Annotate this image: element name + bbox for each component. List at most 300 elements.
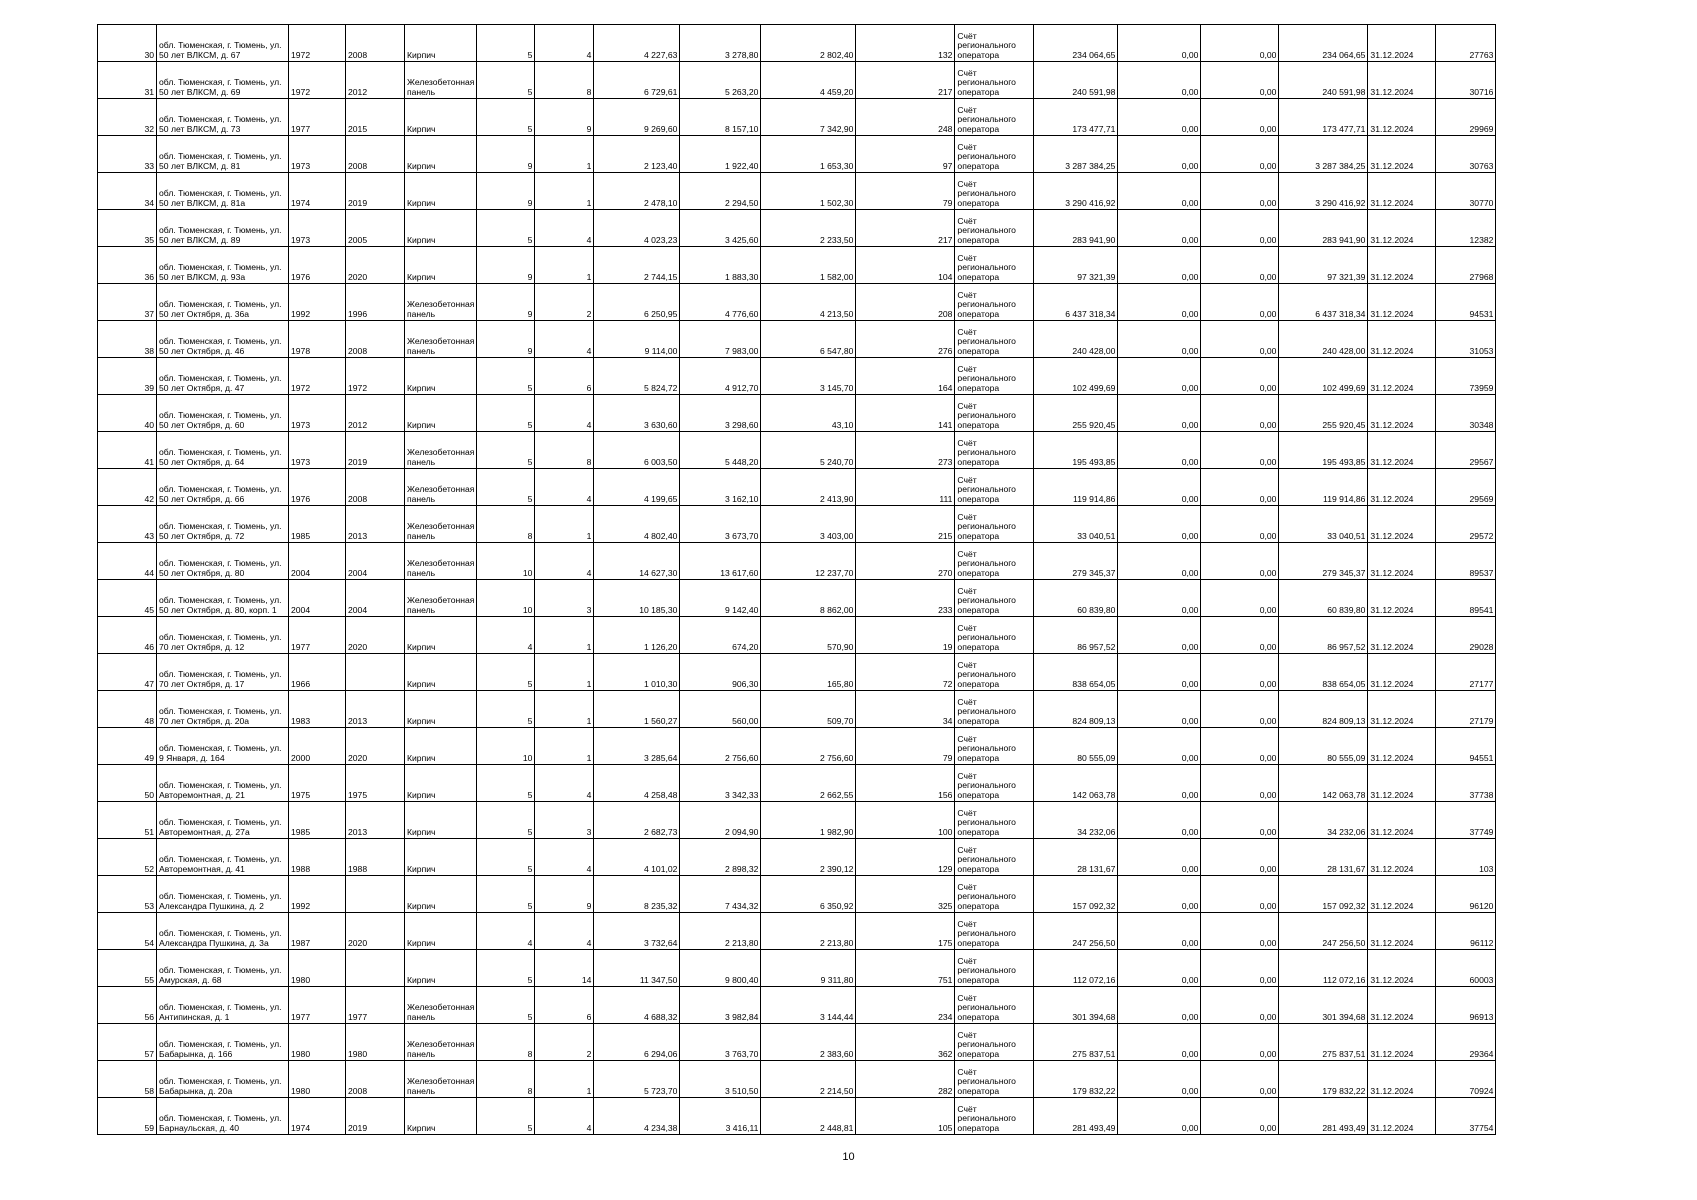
cell-row-number: 54 <box>98 913 157 950</box>
cell-report-date: 31.12.2024 <box>1368 987 1436 1024</box>
cell-row-number: 57 <box>98 1024 157 1061</box>
cell-wall-material: Железобетонная панель <box>405 62 477 99</box>
cell-entrances: 4 <box>535 765 594 802</box>
cell-total-area: 6 003,50 <box>594 432 680 469</box>
cell-house-id: 96913 <box>1436 987 1496 1024</box>
cell-total-balance: 6 437 318,34 <box>1279 284 1368 321</box>
cell-year-built: 1977 <box>289 617 346 654</box>
cell-fund-method: Счёт регионального оператора <box>955 654 1034 691</box>
cell-debt-1: 0,00 <box>1118 654 1201 691</box>
cell-total-area: 4 234,38 <box>594 1098 680 1135</box>
cell-fund-balance: 80 555,09 <box>1034 728 1118 765</box>
table-row <box>98 432 1496 469</box>
cell-address: обл. Тюменская, г. Тюмень, ул. 50 лет ВЛКСМ, д. 81 <box>157 136 289 173</box>
cell-floors: 5 <box>477 358 535 395</box>
table-row <box>98 506 1496 543</box>
cell-debt-1: 0,00 <box>1118 728 1201 765</box>
cell-debt-1: 0,00 <box>1118 950 1201 987</box>
cell-row-number: 42 <box>98 469 157 506</box>
cell-report-date: 31.12.2024 <box>1368 432 1436 469</box>
cell-wall-material: Кирпич <box>405 617 477 654</box>
cell-fund-balance: 102 499,69 <box>1034 358 1118 395</box>
cell-total-area: 4 802,40 <box>594 506 680 543</box>
cell-report-date: 31.12.2024 <box>1368 469 1436 506</box>
cell-living-area: 1 922,40 <box>680 136 761 173</box>
cell-total-area: 11 347,50 <box>594 950 680 987</box>
cell-wall-material: Кирпич <box>405 25 477 62</box>
cell-fund-method: Счёт регионального оператора <box>955 913 1034 950</box>
cell-year-renovated: 2019 <box>346 1098 405 1135</box>
cell-debt-2: 0,00 <box>1201 210 1279 247</box>
cell-fund-balance: 112 072,16 <box>1034 950 1118 987</box>
cell-fund-method: Счёт регионального оператора <box>955 839 1034 876</box>
cell-address: обл. Тюменская, г. Тюмень, ул. 70 лет Октября, д. 12 <box>157 617 289 654</box>
cell-floors: 10 <box>477 728 535 765</box>
cell-fund-balance: 179 832,22 <box>1034 1061 1118 1098</box>
cell-debt-2: 0,00 <box>1201 802 1279 839</box>
table-row <box>98 99 1496 136</box>
cell-total-area: 6 250,95 <box>594 284 680 321</box>
cell-entrances: 8 <box>535 432 594 469</box>
cell-wall-material: Железобетонная панель <box>405 321 477 358</box>
cell-year-built: 1973 <box>289 210 346 247</box>
cell-residents: 129 <box>856 839 955 876</box>
cell-house-id: 37754 <box>1436 1098 1496 1135</box>
cell-fund-method: Счёт регионального оператора <box>955 1024 1034 1061</box>
cell-year-renovated: 1977 <box>346 987 405 1024</box>
cell-debt-1: 0,00 <box>1118 617 1201 654</box>
cell-living-area: 1 883,30 <box>680 247 761 284</box>
cell-row-number: 33 <box>98 136 157 173</box>
cell-year-built: 1987 <box>289 913 346 950</box>
cell-residential-area: 4 459,20 <box>761 62 856 99</box>
cell-fund-method: Счёт регионального оператора <box>955 25 1034 62</box>
cell-floors: 8 <box>477 1061 535 1098</box>
cell-total-balance: 234 064,65 <box>1279 25 1368 62</box>
cell-floors: 9 <box>477 321 535 358</box>
cell-floors: 5 <box>477 395 535 432</box>
cell-year-built: 1972 <box>289 62 346 99</box>
cell-residents: 175 <box>856 913 955 950</box>
cell-debt-1: 0,00 <box>1118 987 1201 1024</box>
cell-row-number: 34 <box>98 173 157 210</box>
cell-house-id: 12382 <box>1436 210 1496 247</box>
cell-report-date: 31.12.2024 <box>1368 284 1436 321</box>
cell-debt-1: 0,00 <box>1118 210 1201 247</box>
cell-fund-balance: 119 914,86 <box>1034 469 1118 506</box>
cell-year-renovated: 2008 <box>346 136 405 173</box>
cell-residents: 233 <box>856 580 955 617</box>
cell-debt-2: 0,00 <box>1201 358 1279 395</box>
cell-living-area: 2 213,80 <box>680 913 761 950</box>
cell-residential-area: 2 214,50 <box>761 1061 856 1098</box>
cell-house-id: 29567 <box>1436 432 1496 469</box>
cell-total-balance: 142 063,78 <box>1279 765 1368 802</box>
cell-total-balance: 301 394,68 <box>1279 987 1368 1024</box>
cell-fund-method: Счёт регионального оператора <box>955 728 1034 765</box>
cell-row-number: 55 <box>98 950 157 987</box>
cell-living-area: 3 278,80 <box>680 25 761 62</box>
cell-year-built: 1977 <box>289 987 346 1024</box>
cell-year-built: 1973 <box>289 395 346 432</box>
cell-report-date: 31.12.2024 <box>1368 728 1436 765</box>
cell-total-balance: 34 232,06 <box>1279 802 1368 839</box>
cell-residents: 156 <box>856 765 955 802</box>
cell-year-renovated: 2015 <box>346 99 405 136</box>
cell-report-date: 31.12.2024 <box>1368 654 1436 691</box>
cell-year-renovated <box>346 876 405 913</box>
cell-address: обл. Тюменская, г. Тюмень, ул. 70 лет Октября, д. 20а <box>157 691 289 728</box>
cell-debt-2: 0,00 <box>1201 136 1279 173</box>
cell-living-area: 9 800,40 <box>680 950 761 987</box>
cell-entrances: 4 <box>535 469 594 506</box>
cell-fund-balance: 157 092,32 <box>1034 876 1118 913</box>
cell-debt-2: 0,00 <box>1201 876 1279 913</box>
cell-total-area: 1 560,27 <box>594 691 680 728</box>
cell-residential-area: 1 653,30 <box>761 136 856 173</box>
cell-debt-1: 0,00 <box>1118 136 1201 173</box>
cell-house-id: 30716 <box>1436 62 1496 99</box>
cell-row-number: 32 <box>98 99 157 136</box>
cell-living-area: 13 617,60 <box>680 543 761 580</box>
cell-debt-2: 0,00 <box>1201 543 1279 580</box>
cell-wall-material: Железобетонная панель <box>405 543 477 580</box>
cell-debt-1: 0,00 <box>1118 25 1201 62</box>
cell-debt-2: 0,00 <box>1201 1098 1279 1135</box>
cell-year-built: 1985 <box>289 506 346 543</box>
cell-residential-area: 2 413,90 <box>761 469 856 506</box>
cell-row-number: 44 <box>98 543 157 580</box>
cell-row-number: 48 <box>98 691 157 728</box>
cell-address: обл. Тюменская, г. Тюмень, ул. Барнаульская, д. 40 <box>157 1098 289 1135</box>
cell-wall-material: Кирпич <box>405 802 477 839</box>
cell-floors: 5 <box>477 99 535 136</box>
cell-wall-material: Кирпич <box>405 173 477 210</box>
cell-debt-2: 0,00 <box>1201 691 1279 728</box>
cell-wall-material: Железобетонная панель <box>405 469 477 506</box>
cell-total-area: 1 010,30 <box>594 654 680 691</box>
cell-entrances: 14 <box>535 950 594 987</box>
cell-total-balance: 97 321,39 <box>1279 247 1368 284</box>
cell-address: обл. Тюменская, г. Тюмень, ул. Бабарынка, д. 20а <box>157 1061 289 1098</box>
cell-residential-area: 509,70 <box>761 691 856 728</box>
cell-total-balance: 838 654,05 <box>1279 654 1368 691</box>
cell-row-number: 46 <box>98 617 157 654</box>
cell-year-renovated: 2013 <box>346 691 405 728</box>
cell-house-id: 96120 <box>1436 876 1496 913</box>
cell-entrances: 4 <box>535 321 594 358</box>
cell-residential-area: 2 233,50 <box>761 210 856 247</box>
cell-floors: 8 <box>477 506 535 543</box>
cell-address: обл. Тюменская, г. Тюмень, ул. 50 лет Октября, д. 72 <box>157 506 289 543</box>
cell-residential-area: 1 582,00 <box>761 247 856 284</box>
cell-debt-1: 0,00 <box>1118 173 1201 210</box>
cell-total-balance: 86 957,52 <box>1279 617 1368 654</box>
cell-total-area: 3 285,64 <box>594 728 680 765</box>
cell-residents: 217 <box>856 62 955 99</box>
table-row <box>98 580 1496 617</box>
cell-residents: 141 <box>856 395 955 432</box>
cell-year-renovated: 2008 <box>346 1061 405 1098</box>
cell-wall-material: Кирпич <box>405 950 477 987</box>
cell-floors: 5 <box>477 765 535 802</box>
cell-total-area: 4 227,63 <box>594 25 680 62</box>
cell-report-date: 31.12.2024 <box>1368 950 1436 987</box>
cell-report-date: 31.12.2024 <box>1368 802 1436 839</box>
cell-living-area: 3 162,10 <box>680 469 761 506</box>
cell-report-date: 31.12.2024 <box>1368 321 1436 358</box>
cell-house-id: 103 <box>1436 839 1496 876</box>
cell-fund-method: Счёт регионального оператора <box>955 62 1034 99</box>
cell-debt-2: 0,00 <box>1201 617 1279 654</box>
cell-fund-method: Счёт регионального оператора <box>955 284 1034 321</box>
cell-house-id: 29569 <box>1436 469 1496 506</box>
cell-fund-method: Счёт регионального оператора <box>955 950 1034 987</box>
cell-report-date: 31.12.2024 <box>1368 99 1436 136</box>
cell-living-area: 3 416,11 <box>680 1098 761 1135</box>
cell-residents: 97 <box>856 136 955 173</box>
cell-fund-balance: 60 839,80 <box>1034 580 1118 617</box>
cell-year-built: 1972 <box>289 25 346 62</box>
cell-floors: 5 <box>477 876 535 913</box>
cell-fund-balance: 173 477,71 <box>1034 99 1118 136</box>
cell-debt-2: 0,00 <box>1201 765 1279 802</box>
cell-house-id: 27968 <box>1436 247 1496 284</box>
cell-fund-method: Счёт регионального оператора <box>955 765 1034 802</box>
table-row <box>98 210 1496 247</box>
cell-entrances: 1 <box>535 691 594 728</box>
cell-debt-1: 0,00 <box>1118 506 1201 543</box>
cell-fund-method: Счёт регионального оператора <box>955 506 1034 543</box>
cell-entrances: 9 <box>535 876 594 913</box>
cell-residents: 208 <box>856 284 955 321</box>
cell-fund-balance: 34 232,06 <box>1034 802 1118 839</box>
cell-debt-2: 0,00 <box>1201 506 1279 543</box>
cell-residents: 362 <box>856 1024 955 1061</box>
cell-total-balance: 275 837,51 <box>1279 1024 1368 1061</box>
cell-living-area: 3 298,60 <box>680 395 761 432</box>
cell-wall-material: Кирпич <box>405 247 477 284</box>
cell-fund-balance: 6 437 318,34 <box>1034 284 1118 321</box>
table-row <box>98 728 1496 765</box>
cell-residents: 273 <box>856 432 955 469</box>
cell-total-area: 6 729,61 <box>594 62 680 99</box>
table-row <box>98 1098 1496 1135</box>
cell-living-area: 4 912,70 <box>680 358 761 395</box>
table-row <box>98 62 1496 99</box>
cell-floors: 5 <box>477 802 535 839</box>
cell-fund-balance: 240 591,98 <box>1034 62 1118 99</box>
cell-total-area: 9 114,00 <box>594 321 680 358</box>
cell-year-built: 2004 <box>289 580 346 617</box>
cell-address: обл. Тюменская, г. Тюмень, ул. 50 лет Октября, д. 60 <box>157 395 289 432</box>
cell-address: обл. Тюменская, г. Тюмень, ул. 50 лет ВЛКСМ, д. 67 <box>157 25 289 62</box>
cell-fund-balance: 824 809,13 <box>1034 691 1118 728</box>
table-row <box>98 321 1496 358</box>
cell-row-number: 59 <box>98 1098 157 1135</box>
cell-entrances: 3 <box>535 802 594 839</box>
cell-living-area: 9 142,40 <box>680 580 761 617</box>
cell-address: обл. Тюменская, г. Тюмень, ул. 50 лет ВЛКСМ, д. 89 <box>157 210 289 247</box>
cell-living-area: 674,20 <box>680 617 761 654</box>
cell-debt-1: 0,00 <box>1118 321 1201 358</box>
cell-residents: 100 <box>856 802 955 839</box>
cell-fund-balance: 234 064,65 <box>1034 25 1118 62</box>
cell-fund-method: Счёт регионального оператора <box>955 358 1034 395</box>
cell-report-date: 31.12.2024 <box>1368 358 1436 395</box>
cell-total-balance: 179 832,22 <box>1279 1061 1368 1098</box>
cell-house-id: 30763 <box>1436 136 1496 173</box>
cell-debt-2: 0,00 <box>1201 173 1279 210</box>
cell-fund-balance: 255 920,45 <box>1034 395 1118 432</box>
cell-year-renovated: 2020 <box>346 913 405 950</box>
cell-total-area: 2 744,15 <box>594 247 680 284</box>
cell-year-built: 1978 <box>289 321 346 358</box>
cell-address: обл. Тюменская, г. Тюмень, ул. 50 лет Октября, д. 36а <box>157 284 289 321</box>
cell-year-built: 1976 <box>289 247 346 284</box>
cell-wall-material: Кирпич <box>405 654 477 691</box>
cell-report-date: 31.12.2024 <box>1368 617 1436 654</box>
cell-year-built: 1975 <box>289 765 346 802</box>
cell-living-area: 3 673,70 <box>680 506 761 543</box>
cell-address: обл. Тюменская, г. Тюмень, ул. Авторемонтная, д. 41 <box>157 839 289 876</box>
cell-total-balance: 112 072,16 <box>1279 950 1368 987</box>
cell-report-date: 31.12.2024 <box>1368 62 1436 99</box>
cell-total-area: 3 630,60 <box>594 395 680 432</box>
cell-report-date: 31.12.2024 <box>1368 1098 1436 1135</box>
cell-address: обл. Тюменская, г. Тюмень, ул. 70 лет Октября, д. 17 <box>157 654 289 691</box>
cell-floors: 5 <box>477 950 535 987</box>
cell-year-renovated: 2012 <box>346 395 405 432</box>
cell-row-number: 50 <box>98 765 157 802</box>
cell-report-date: 31.12.2024 <box>1368 876 1436 913</box>
cell-living-area: 5 448,20 <box>680 432 761 469</box>
cell-living-area: 3 763,70 <box>680 1024 761 1061</box>
cell-year-built: 1974 <box>289 1098 346 1135</box>
cell-total-area: 2 123,40 <box>594 136 680 173</box>
cell-residential-area: 9 311,80 <box>761 950 856 987</box>
cell-debt-1: 0,00 <box>1118 469 1201 506</box>
cell-debt-1: 0,00 <box>1118 839 1201 876</box>
table-row <box>98 1061 1496 1098</box>
cell-year-built: 1980 <box>289 1061 346 1098</box>
cell-residential-area: 6 547,80 <box>761 321 856 358</box>
table-row <box>98 358 1496 395</box>
cell-residential-area: 2 662,55 <box>761 765 856 802</box>
cell-fund-balance: 240 428,00 <box>1034 321 1118 358</box>
cell-house-id: 30770 <box>1436 173 1496 210</box>
cell-report-date: 31.12.2024 <box>1368 580 1436 617</box>
housing-registry-table <box>97 24 1496 1135</box>
cell-debt-2: 0,00 <box>1201 469 1279 506</box>
cell-total-balance: 824 809,13 <box>1279 691 1368 728</box>
cell-residents: 276 <box>856 321 955 358</box>
cell-house-id: 73959 <box>1436 358 1496 395</box>
cell-wall-material: Кирпич <box>405 210 477 247</box>
cell-fund-balance: 3 290 416,92 <box>1034 173 1118 210</box>
table-row <box>98 543 1496 580</box>
cell-living-area: 3 342,33 <box>680 765 761 802</box>
cell-fund-method: Счёт регионального оператора <box>955 1098 1034 1135</box>
cell-entrances: 1 <box>535 506 594 543</box>
cell-living-area: 906,30 <box>680 654 761 691</box>
cell-total-balance: 157 092,32 <box>1279 876 1368 913</box>
cell-residents: 104 <box>856 247 955 284</box>
cell-address: обл. Тюменская, г. Тюмень, ул. 50 лет ВЛКСМ, д. 73 <box>157 99 289 136</box>
page-number: 10 <box>842 1151 855 1163</box>
cell-year-built: 2004 <box>289 543 346 580</box>
cell-living-area: 3 982,84 <box>680 987 761 1024</box>
cell-entrances: 4 <box>535 395 594 432</box>
cell-residential-area: 1 502,30 <box>761 173 856 210</box>
cell-fund-method: Счёт регионального оператора <box>955 469 1034 506</box>
cell-debt-1: 0,00 <box>1118 1098 1201 1135</box>
cell-debt-1: 0,00 <box>1118 62 1201 99</box>
cell-house-id: 31053 <box>1436 321 1496 358</box>
cell-total-area: 5 824,72 <box>594 358 680 395</box>
table-row <box>98 950 1496 987</box>
cell-debt-1: 0,00 <box>1118 765 1201 802</box>
cell-floors: 9 <box>477 173 535 210</box>
table-row <box>98 247 1496 284</box>
cell-debt-2: 0,00 <box>1201 913 1279 950</box>
cell-debt-2: 0,00 <box>1201 580 1279 617</box>
cell-residential-area: 3 144,44 <box>761 987 856 1024</box>
cell-year-renovated: 1996 <box>346 284 405 321</box>
cell-address: обл. Тюменская, г. Тюмень, ул. 50 лет ВЛКСМ, д. 81а <box>157 173 289 210</box>
cell-wall-material: Железобетонная панель <box>405 432 477 469</box>
cell-fund-method: Счёт регионального оператора <box>955 210 1034 247</box>
cell-report-date: 31.12.2024 <box>1368 691 1436 728</box>
cell-house-id: 37738 <box>1436 765 1496 802</box>
cell-year-built: 1992 <box>289 876 346 913</box>
cell-row-number: 51 <box>98 802 157 839</box>
cell-fund-method: Счёт регионального оператора <box>955 617 1034 654</box>
cell-year-renovated: 1988 <box>346 839 405 876</box>
table-row <box>98 469 1496 506</box>
cell-living-area: 7 983,00 <box>680 321 761 358</box>
cell-fund-balance: 275 837,51 <box>1034 1024 1118 1061</box>
cell-residential-area: 2 756,60 <box>761 728 856 765</box>
cell-fund-balance: 33 040,51 <box>1034 506 1118 543</box>
cell-row-number: 36 <box>98 247 157 284</box>
cell-row-number: 40 <box>98 395 157 432</box>
cell-living-area: 2 898,32 <box>680 839 761 876</box>
cell-total-balance: 195 493,85 <box>1279 432 1368 469</box>
cell-total-area: 4 199,65 <box>594 469 680 506</box>
cell-living-area: 2 094,90 <box>680 802 761 839</box>
cell-house-id: 29572 <box>1436 506 1496 543</box>
cell-residents: 79 <box>856 173 955 210</box>
cell-report-date: 31.12.2024 <box>1368 247 1436 284</box>
cell-residents: 215 <box>856 506 955 543</box>
cell-residents: 72 <box>856 654 955 691</box>
cell-year-renovated: 2008 <box>346 321 405 358</box>
cell-wall-material: Кирпич <box>405 839 477 876</box>
cell-living-area: 7 434,32 <box>680 876 761 913</box>
cell-entrances: 4 <box>535 1098 594 1135</box>
cell-residents: 217 <box>856 210 955 247</box>
cell-year-renovated <box>346 950 405 987</box>
cell-house-id: 27179 <box>1436 691 1496 728</box>
cell-year-built: 1992 <box>289 284 346 321</box>
cell-fund-balance: 28 131,67 <box>1034 839 1118 876</box>
cell-residential-area: 7 342,90 <box>761 99 856 136</box>
cell-residential-area: 3 145,70 <box>761 358 856 395</box>
cell-entrances: 3 <box>535 580 594 617</box>
cell-year-renovated: 2005 <box>346 210 405 247</box>
cell-debt-1: 0,00 <box>1118 432 1201 469</box>
